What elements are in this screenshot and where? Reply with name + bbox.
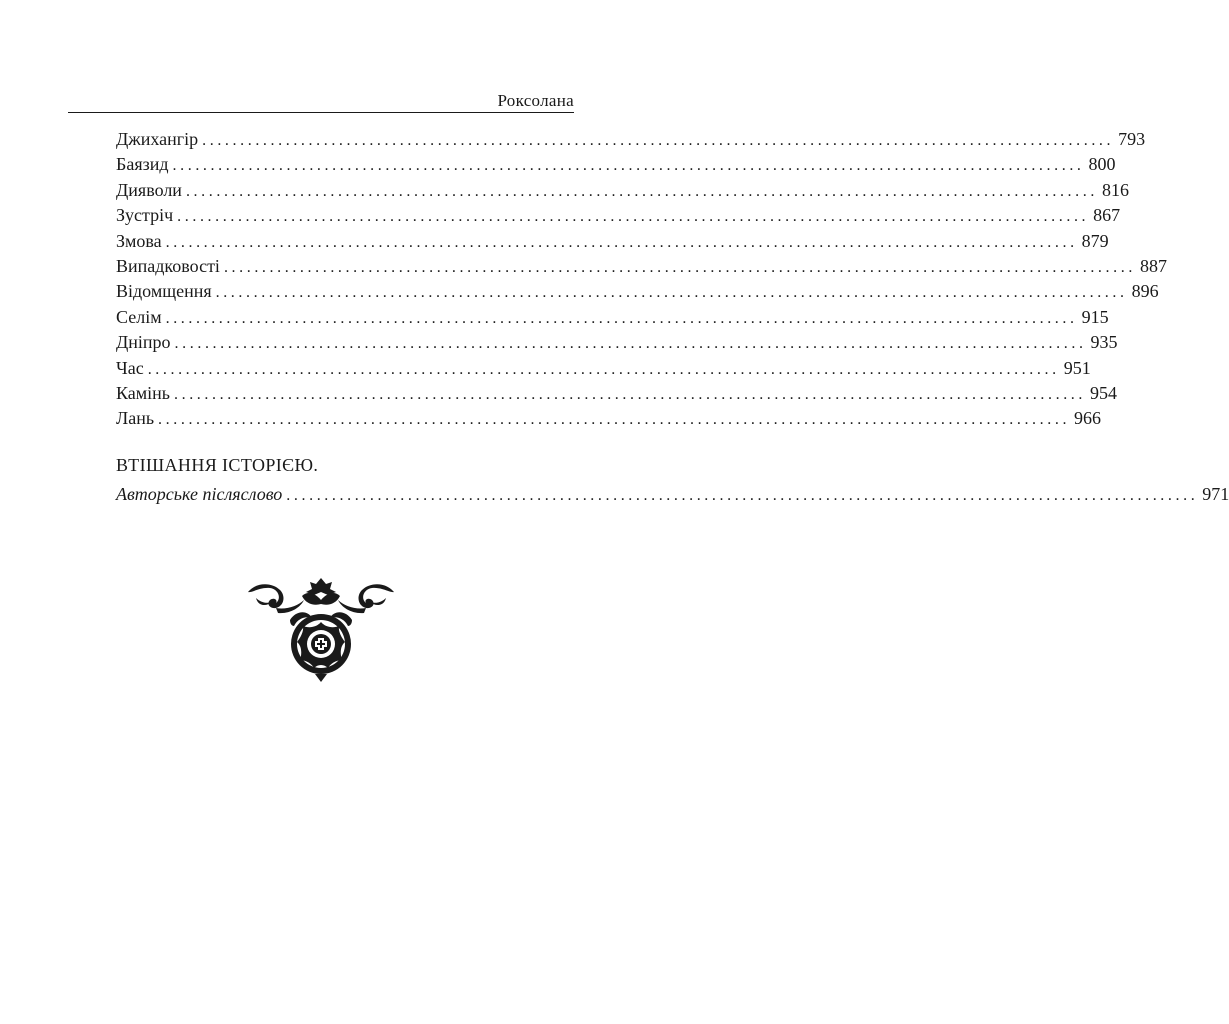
toc-entry-page: 867 <box>1093 205 1121 226</box>
table-of-contents <box>116 127 1167 432</box>
toc-entry <box>116 229 1109 254</box>
toc-leader-dots: ........................................................................................................................ <box>172 157 1085 175</box>
toc-entry-page: 816 <box>1101 179 1129 200</box>
toc-entry-page: 915 <box>1081 306 1109 327</box>
toc-leader-dots: ........................................................................................................................ <box>177 208 1090 226</box>
toc-entry <box>116 254 1167 279</box>
toc-entry-page: 935 <box>1090 332 1118 353</box>
toc-leader-dots: ........................................................................................................................ <box>165 309 1078 327</box>
toc-entry-page: 800 <box>1088 154 1116 175</box>
toc-leader-dots: ........................................................................................................................ <box>158 411 1071 429</box>
toc-entry-title: Лань <box>116 408 155 429</box>
toc-entry-title: Дніпро <box>116 332 171 353</box>
toc-entry <box>116 305 1109 330</box>
afterword-contents <box>116 482 1229 507</box>
toc-entry-page: 971 <box>1202 484 1229 504</box>
toc-entry-title: Авторське післяслово <box>116 484 283 504</box>
toc-entry <box>116 381 1117 406</box>
toc-entry <box>116 203 1121 228</box>
toc-entry-page: 966 <box>1074 408 1102 429</box>
toc-leader-dots: ........................................................................................................................ <box>202 132 1115 149</box>
toc-entry-title: Випадковості <box>116 255 220 276</box>
toc-entry-title: Селім <box>116 306 162 327</box>
running-head-title: Роксолана <box>497 91 574 110</box>
toc-entry-page: 951 <box>1063 357 1091 378</box>
floral-ornament-icon <box>246 576 396 684</box>
toc-entry-title: Змова <box>116 230 162 251</box>
toc-leader-dots: ........................................................................................................................ <box>174 385 1086 403</box>
toc-entry <box>116 178 1129 203</box>
toc-leader-dots: ........................................................................................................................ <box>286 487 1199 504</box>
toc-entry <box>116 356 1091 381</box>
toc-entry <box>116 127 1146 152</box>
section-heading: ВТІШАННЯ ІСТОРІЄЮ. <box>116 455 319 475</box>
toc-entry-title: Час <box>116 357 144 378</box>
toc-leader-dots: ........................................................................................................................ <box>223 258 1136 276</box>
toc-leader-dots: ........................................................................................................................ <box>147 360 1060 378</box>
toc-leader-dots: ........................................................................................................................ <box>174 335 1087 353</box>
toc-entry-page: 954 <box>1090 382 1117 403</box>
toc-leader-dots: ........................................................................................................................ <box>215 284 1128 302</box>
toc-entry <box>116 279 1159 304</box>
toc-entry-page: 896 <box>1131 281 1159 302</box>
toc-entry-page: 887 <box>1139 255 1167 276</box>
toc-entry-title: Дияволи <box>116 179 182 200</box>
toc-entry-title: Баязид <box>116 154 169 175</box>
header-rule <box>68 112 574 113</box>
toc-entry-title: Зустріч <box>116 205 174 226</box>
toc-leader-dots: ........................................................................................................................ <box>165 233 1078 251</box>
toc-entry-page: 793 <box>1118 129 1146 149</box>
toc-entry <box>116 330 1118 355</box>
toc-entry <box>116 482 1229 507</box>
toc-entry <box>116 152 1116 177</box>
toc-entry-page: 879 <box>1081 230 1109 251</box>
toc-entry <box>116 406 1102 431</box>
toc-entry-title: Відомщення <box>116 281 212 302</box>
toc-leader-dots: ........................................................................................................................ <box>185 182 1098 200</box>
toc-entry-title: Джихангір <box>116 129 199 149</box>
toc-entry-title: Камінь <box>116 382 170 403</box>
